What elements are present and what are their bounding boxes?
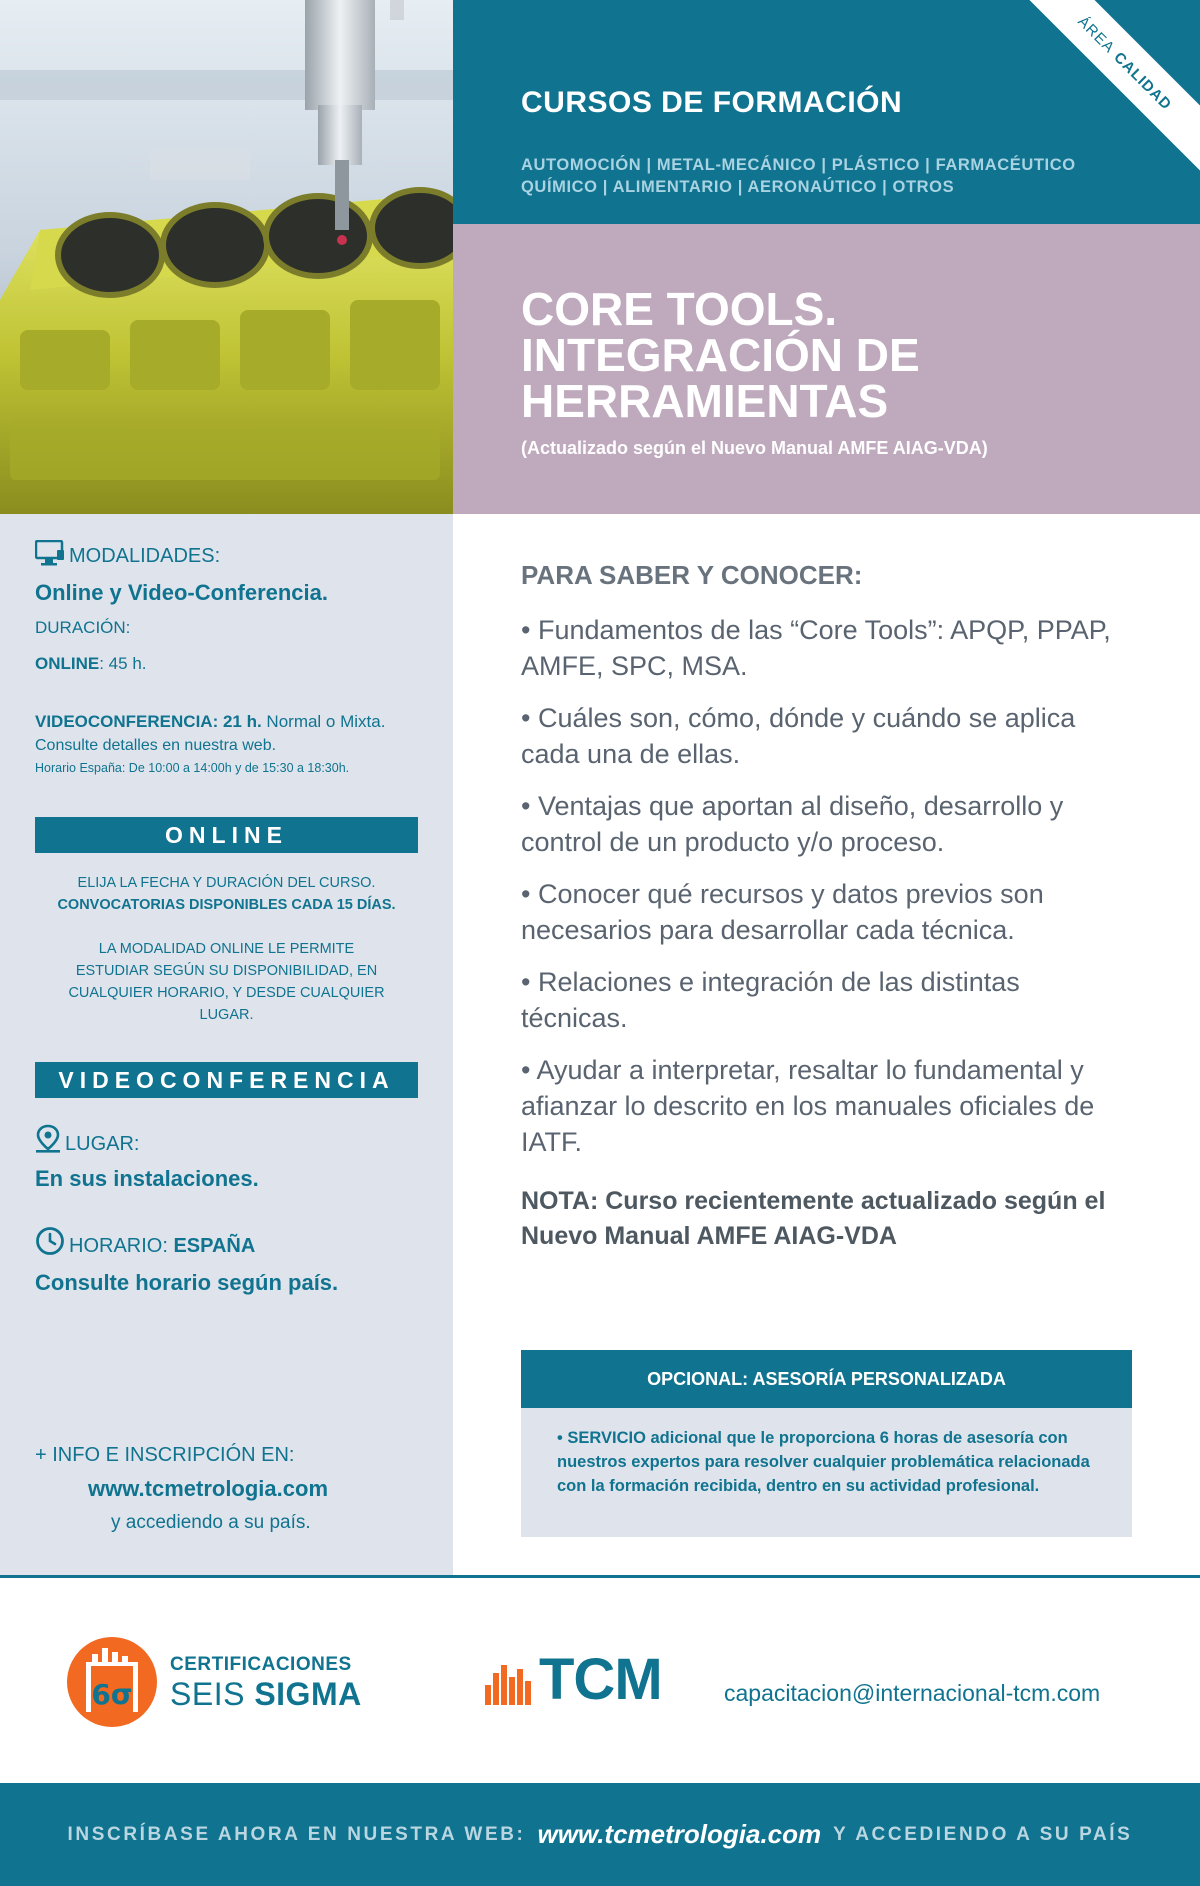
horario-country: ESPAÑA [173,1235,256,1257]
tcm-logo-text: TCM [539,1647,662,1712]
online-duration [35,654,147,674]
signup-text-1: INSCRÍBASE AHORA EN NUESTRA WEB: [67,1823,526,1845]
lugar-label: LUGAR: [65,1133,140,1155]
seis-sigma-word-seis: SEIS [170,1676,255,1712]
bullet-item: • Relaciones e integración de las distintas técnicas. [521,967,1020,1033]
online-description [35,938,418,1026]
course-title-band [453,224,1200,514]
course-note: NOTA: Curso recientemente actualizado según el Nuevo Manual AMFE AIAG-VDA [521,1187,1106,1250]
modalidades-label: MODALIDADES: [69,545,221,567]
modalidades-row [35,540,220,571]
online-text-block [35,872,418,916]
signup-web-link[interactable]: www.tcmetrologia.com [537,1819,822,1849]
online-description-line-2: ESTUDIAR SEGÚN SU DISPONIBILIDAD, EN [75,963,378,979]
online-duration-value: : 45 h. [99,654,147,673]
seis-sigma-word-sigma: SIGMA [254,1676,362,1712]
monitor-icon [35,540,65,571]
info-country: y accediendo a su país. [111,1512,311,1533]
seis-sigma-logo-line-2 [170,1676,362,1713]
duracion-label-text: DURACIÓN: [35,618,131,637]
bullet-item: • Conocer qué recursos y datos previos son necesarios para desarrollar cada técnica. [521,879,1044,945]
main-heading: PARA SABER Y CONOCER: [521,560,863,590]
location-pin-icon [35,1124,61,1159]
horario-label: HORARIO: [69,1235,174,1257]
seis-sigma-logo-icon [66,1636,158,1733]
consult-details: Consulte detalles en nuestra web. [35,737,277,754]
schedule-spain: Horario España: De 10:00 a 14:00h y de 15:30 a 18:30h. [35,761,350,775]
signup-text-2: Y ACCEDIENDO A SU PAÍS [833,1823,1133,1845]
video-duration-mode: Normal o Mixta. [261,712,386,731]
sector-line-2: QUÍMICO | ALIMENTARIO | AERONAÚTICO | OTROS [521,178,955,196]
footer-divider [0,1575,1200,1578]
optional-body: • SERVICIO adicional que le proporciona 6 horas de asesoría con nuestros expertos para resolver cualquier problemática relacionada con la formación recibida, dentro en su actividad profesional. [521,1408,1132,1537]
bullet-item: • Ayudar a interpretar, resaltar lo fundamental y afianzar lo descrito en los manuales oficiales de IATF. [521,1055,1095,1157]
contact-email[interactable]: capacitacion@internacional-tcm.com [724,1680,1101,1706]
course-title-line-1: CORE TOOLS. [521,283,838,335]
online-text-1: ELIJA LA FECHA Y DURACIÓN DEL CURSO. [77,875,376,891]
online-description-line-4: LUGAR. [199,1007,254,1023]
course-title [521,283,920,427]
online-description-line-3: CUALQUIER HORARIO, Y DESDE CUALQUIER [68,985,385,1001]
sidebar-panel [0,514,453,1575]
video-duration-value: : 21 h. [212,712,262,731]
header-title: CURSOS DE FORMACIÓN [521,86,903,119]
course-title-line-3: HERRAMIENTAS [521,375,889,427]
online-duration-label: ONLINE [35,654,100,673]
bullet-item: • Cuáles son, cómo, dónde y cuándo se aplica cada una de ellas. [521,703,1076,769]
course-subtitle: (Actualizado según el Nuevo Manual AMFE AIAG-VDA) [521,438,988,458]
info-web-link[interactable]: www.tcmetrologia.com [88,1476,329,1501]
course-title-line-2: INTEGRACIÓN DE [521,329,920,381]
bullet-list [521,612,1131,1176]
area-ribbon-label: ÁREA [1074,12,1119,57]
seis-sigma-badge-text: 6σ [91,1678,133,1711]
bottom-signup-bar [0,1783,1200,1886]
online-heading: ONLINE [35,817,418,853]
horario-row [35,1226,255,1261]
videoconferencia-heading: VIDEOCONFERENCIA [35,1062,418,1098]
horario-value: Consulte horario según país. [35,1270,339,1295]
clock-icon [35,1226,65,1261]
tcm-logo [485,1647,662,1712]
video-duration [35,712,385,732]
lugar-row [35,1124,139,1159]
duracion-label [35,618,130,638]
online-description-line-1: LA MODALIDAD ONLINE LE PERMITE [98,941,355,957]
area-ribbon-value: CALIDAD [1110,48,1176,114]
header-band [453,0,1200,224]
optional-heading: OPCIONAL: ASESORÍA PERSONALIZADA [521,1350,1132,1408]
seis-sigma-logo-line-1: CERTIFICACIONES [170,1654,352,1675]
bullet-item: • Ventajas que aportan al diseño, desarrollo y control de un producto y/o proceso. [521,791,1064,857]
sector-list [521,154,1076,198]
tcm-bars-icon [485,1659,533,1705]
online-text-2: CONVOCATORIAS DISPONIBLES CADA 15 DÍAS. [57,897,396,913]
info-label: + INFO E INSCRIPCIÓN EN: [35,1444,295,1466]
sector-line-1: AUTOMOCIÓN | METAL-MECÁNICO | PLÁSTICO | FARMACÉUTICO [521,156,1076,174]
hero-photo-engine-block [0,0,453,514]
video-duration-label: VIDEOCONFERENCIA [35,712,213,731]
lugar-value: En sus instalaciones. [35,1166,259,1191]
bullet-item: • Fundamentos de las “Core Tools”: APQP, PPAP, AMFE, SPC, MSA. [521,615,1111,681]
modalidades-value: Online y Video-Conferencia. [35,580,328,605]
